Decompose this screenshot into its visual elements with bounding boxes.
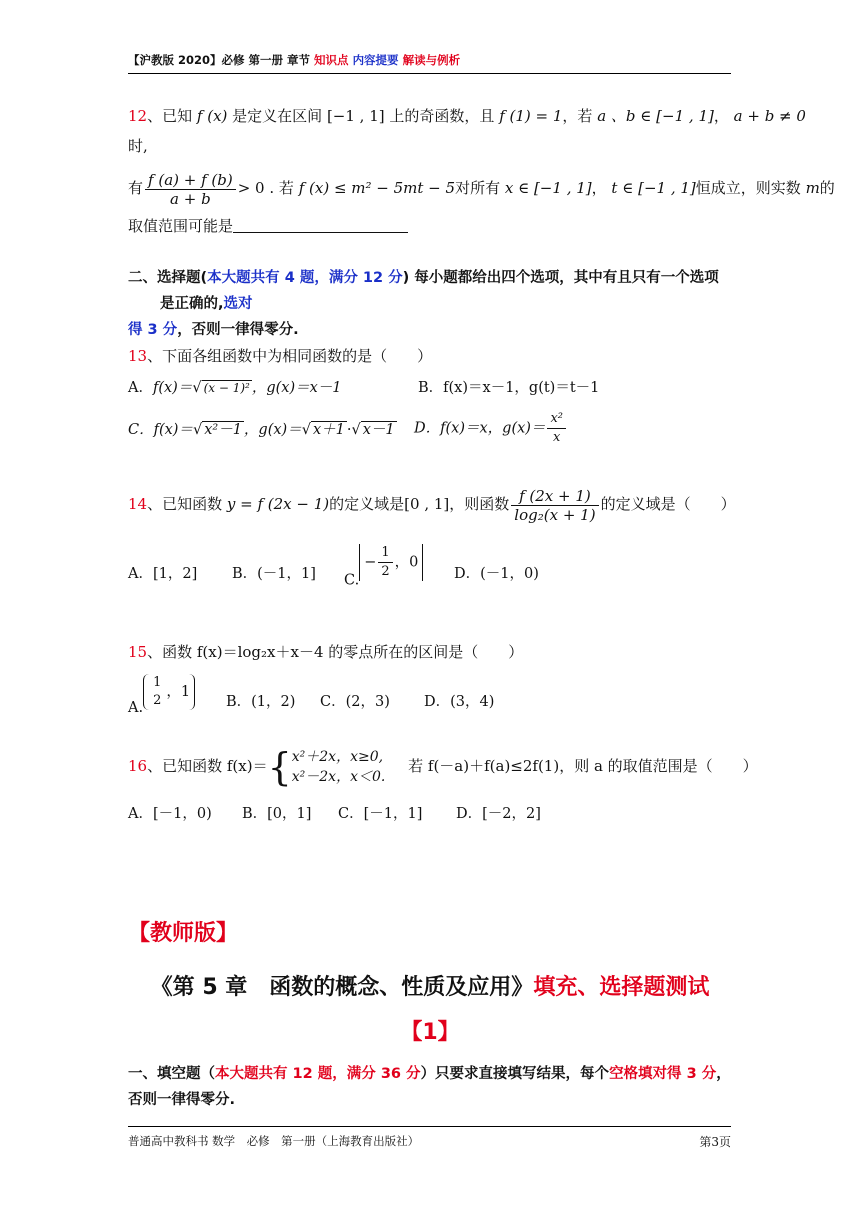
section1-text: ，: [716, 1066, 731, 1082]
chapter-title: [0, 970, 860, 1001]
section2-text: ) 每小题都给出四个选项，其中有且只有一个选项: [402, 270, 719, 286]
q12-ab: a 、b ∈ [−1 , 1]: [597, 107, 714, 125]
section1-text: 一、填空题（: [128, 1066, 215, 1082]
frac-den: x: [553, 430, 561, 445]
q15-stem: [128, 642, 523, 662]
option-text: f(x)＝: [152, 380, 193, 396]
q16-text: 若 f(－a)＋f(a)≤2f(1)，则 a 的取值范围是（ ）: [408, 757, 758, 775]
section2-line2: [160, 294, 253, 314]
frac-den: 2: [381, 564, 390, 579]
q15-option-c[interactable]: C．(2，3): [320, 694, 390, 710]
sqrt-sign: √: [192, 380, 202, 396]
section2-line3: [128, 320, 299, 340]
option-text: ，g(x)＝: [243, 422, 302, 438]
section1-score: 本大题共有 12 题，满分 36 分: [215, 1066, 421, 1082]
q16-piecewise: [292, 747, 386, 787]
option-label: C.: [344, 572, 360, 589]
frac-num: x²: [547, 410, 566, 429]
q15-text: 、函数 f(x)＝log₂x＋x－4 的零点所在的区间是（ ）: [147, 643, 524, 661]
q14-text: 、已知函数: [147, 495, 223, 513]
q12-line4: [128, 216, 408, 236]
q12-text: 取值范围可能是: [128, 217, 234, 235]
option-text: ，0: [394, 554, 419, 571]
q12-text: 是定义在区间: [232, 107, 323, 125]
sqrt-content: x²－1: [204, 422, 242, 438]
q13-d-fraction: [547, 410, 566, 447]
q14-option-c[interactable]: [344, 544, 423, 589]
section1-line1: [128, 1064, 731, 1084]
minus: −: [364, 554, 377, 571]
sqrt-content: x＋1: [312, 422, 345, 438]
q13-stem: [128, 346, 432, 366]
option-text: D．f(x)＝x，g(x)＝: [414, 420, 546, 437]
q12-text: 对所有: [455, 179, 501, 197]
q12-interval: [−1 , 1]: [326, 107, 385, 125]
q15-a-fraction: [150, 674, 164, 710]
q12-text: 恒成立，则实数: [695, 179, 801, 197]
q12-line3: [128, 168, 835, 208]
q14-option-b[interactable]: B．(－1，1]: [232, 566, 316, 582]
q12-t-range: t ∈ [−1 , 1]: [611, 179, 696, 197]
header-tag-knowledge: 知识点: [314, 53, 349, 67]
q12-frac-num: f (a) + f (b): [145, 171, 236, 190]
q12-fx: f (x): [196, 107, 228, 125]
chapter-title-red: 填充、选择题测试: [533, 975, 710, 1000]
q15-number: 15: [128, 643, 148, 661]
sqrt-sign: √: [351, 422, 361, 438]
q12-answer-blank[interactable]: [233, 218, 408, 233]
frac-num: f (2x + 1): [511, 487, 598, 506]
q16-option-c[interactable]: C．[－1，1]: [338, 806, 423, 822]
q12-m: m: [805, 179, 820, 197]
q12-frac-den: a + b: [170, 189, 211, 208]
q12-text: 的: [819, 179, 835, 197]
chapter-title-black: 《第 5 章 函数的概念、性质及应用》: [150, 975, 534, 1000]
section2-text: 二、选择题(: [128, 270, 208, 286]
q13-text: 、下面各组函数中为相同函数的是（ ）: [147, 347, 433, 365]
q12-x-range: x ∈ [−1 , 1]: [504, 179, 592, 197]
q15-option-a[interactable]: [128, 674, 195, 716]
q12-cond: a + b ≠ 0: [733, 107, 806, 125]
q13-option-b[interactable]: B．f(x)＝x－1，g(t)＝t－1: [418, 380, 600, 396]
section2-text: ，否则一律得零分.: [177, 322, 299, 338]
q12-text: > 0 . 若: [237, 179, 294, 197]
q14-text: ，则函数: [449, 495, 510, 513]
option-text: C．f(x)＝: [128, 422, 193, 438]
section2-points: 得 3 分: [128, 322, 178, 338]
q16-text: 、已知函数 f(x)＝: [147, 757, 268, 775]
q14-number: 14: [128, 495, 148, 513]
q16-stem: [128, 744, 758, 788]
q13-number: 13: [128, 347, 148, 365]
q14-fraction: [511, 487, 598, 524]
sqrt-sign: √: [192, 422, 203, 438]
q15-option-b[interactable]: B．(1，2): [226, 694, 296, 710]
section1-text: ）只要求直接填写结果，每个: [420, 1066, 610, 1082]
q12-line1: [128, 106, 806, 126]
sqrt-sign: √: [301, 422, 311, 438]
q14-option-a[interactable]: A．[1，2]: [128, 566, 198, 582]
frac-den: log₂(x + 1): [514, 505, 596, 524]
q14-c-bracket: [359, 544, 423, 581]
footer-book: 普通高中教科书 数学 必修 第一册（上海教育出版社）: [128, 1134, 420, 1148]
section2-score: 本大题共有 4 题，满分 12 分: [207, 270, 403, 286]
q12-f1: f (1) = 1: [499, 107, 563, 125]
section1-points: 空格填对得 3 分: [609, 1066, 717, 1082]
page-footer: [128, 1126, 731, 1149]
q12-line2: 时,: [128, 137, 148, 155]
section2-correct: 选对: [223, 296, 253, 312]
q12-fraction: [145, 171, 236, 208]
q12-text: 有: [128, 179, 144, 197]
q14-y: y = f (2x − 1): [226, 495, 330, 513]
dot: ·: [346, 422, 352, 438]
sqrt-content: x－1: [362, 422, 395, 438]
q12-comma: ，: [713, 107, 729, 125]
page-header: [128, 52, 731, 74]
q14-text: 的定义域是（ ）: [600, 495, 736, 513]
q13-option-a[interactable]: [128, 376, 342, 397]
piece-1: x²＋2x，x≥0,: [291, 749, 384, 765]
q16-option-d[interactable]: D．[－2，2]: [456, 806, 541, 822]
page-number: 第3页: [699, 1135, 731, 1149]
q15-a-bracket: [143, 674, 195, 710]
q12-comma: ，: [591, 179, 607, 197]
brace-icon: {: [267, 745, 292, 789]
section2-text: 是正确的,: [160, 296, 224, 312]
q14-text: 的定义域是: [329, 495, 405, 513]
section2-line1: [128, 268, 719, 288]
option-text: ，1: [166, 684, 191, 700]
header-prefix: 【沪教版 2020】必修 第一册 章节: [128, 53, 311, 67]
q15-option-d[interactable]: D．(3，4): [424, 694, 495, 710]
q14-option-d[interactable]: D．(－1，0): [454, 566, 539, 582]
q12-text: 上的奇函数，且: [389, 107, 495, 125]
option-label: A．: [128, 380, 153, 396]
q16-number: 16: [128, 757, 148, 775]
q12-text: ，若: [562, 107, 593, 125]
q14-c-fraction: [378, 544, 392, 581]
header-tag-summary: 内容提要: [352, 53, 399, 67]
frac-num: 1: [153, 675, 162, 690]
q14-stem: [128, 484, 736, 524]
test-number: 【1】: [400, 1020, 460, 1045]
q14-domain: [0 , 1]: [404, 495, 450, 513]
q16-option-a[interactable]: A．[－1，0): [128, 806, 212, 822]
option-text: ，g(x)＝x－1: [251, 380, 342, 396]
q13-option-c[interactable]: [128, 418, 397, 439]
q12-text: 、已知: [147, 107, 193, 125]
piece-2: x²－2x，x＜0.: [291, 769, 386, 785]
frac-den: 2: [153, 693, 162, 708]
q12-inequality: f (x) ≤ m² − 5mt − 5: [298, 179, 456, 197]
option-label: A.: [128, 700, 144, 716]
header-tag-analysis: 解读与例析: [402, 53, 461, 67]
q13-option-d[interactable]: [414, 410, 568, 447]
teacher-edition-label: 【教师版】: [128, 921, 239, 946]
sqrt-content: (x − 1)²: [203, 381, 250, 395]
q16-option-b[interactable]: B．[0，1]: [242, 806, 312, 822]
section1-line2: 否则一律得零分.: [128, 1092, 236, 1108]
q12-number: 12: [128, 107, 148, 125]
frac-num: 1: [378, 544, 392, 563]
